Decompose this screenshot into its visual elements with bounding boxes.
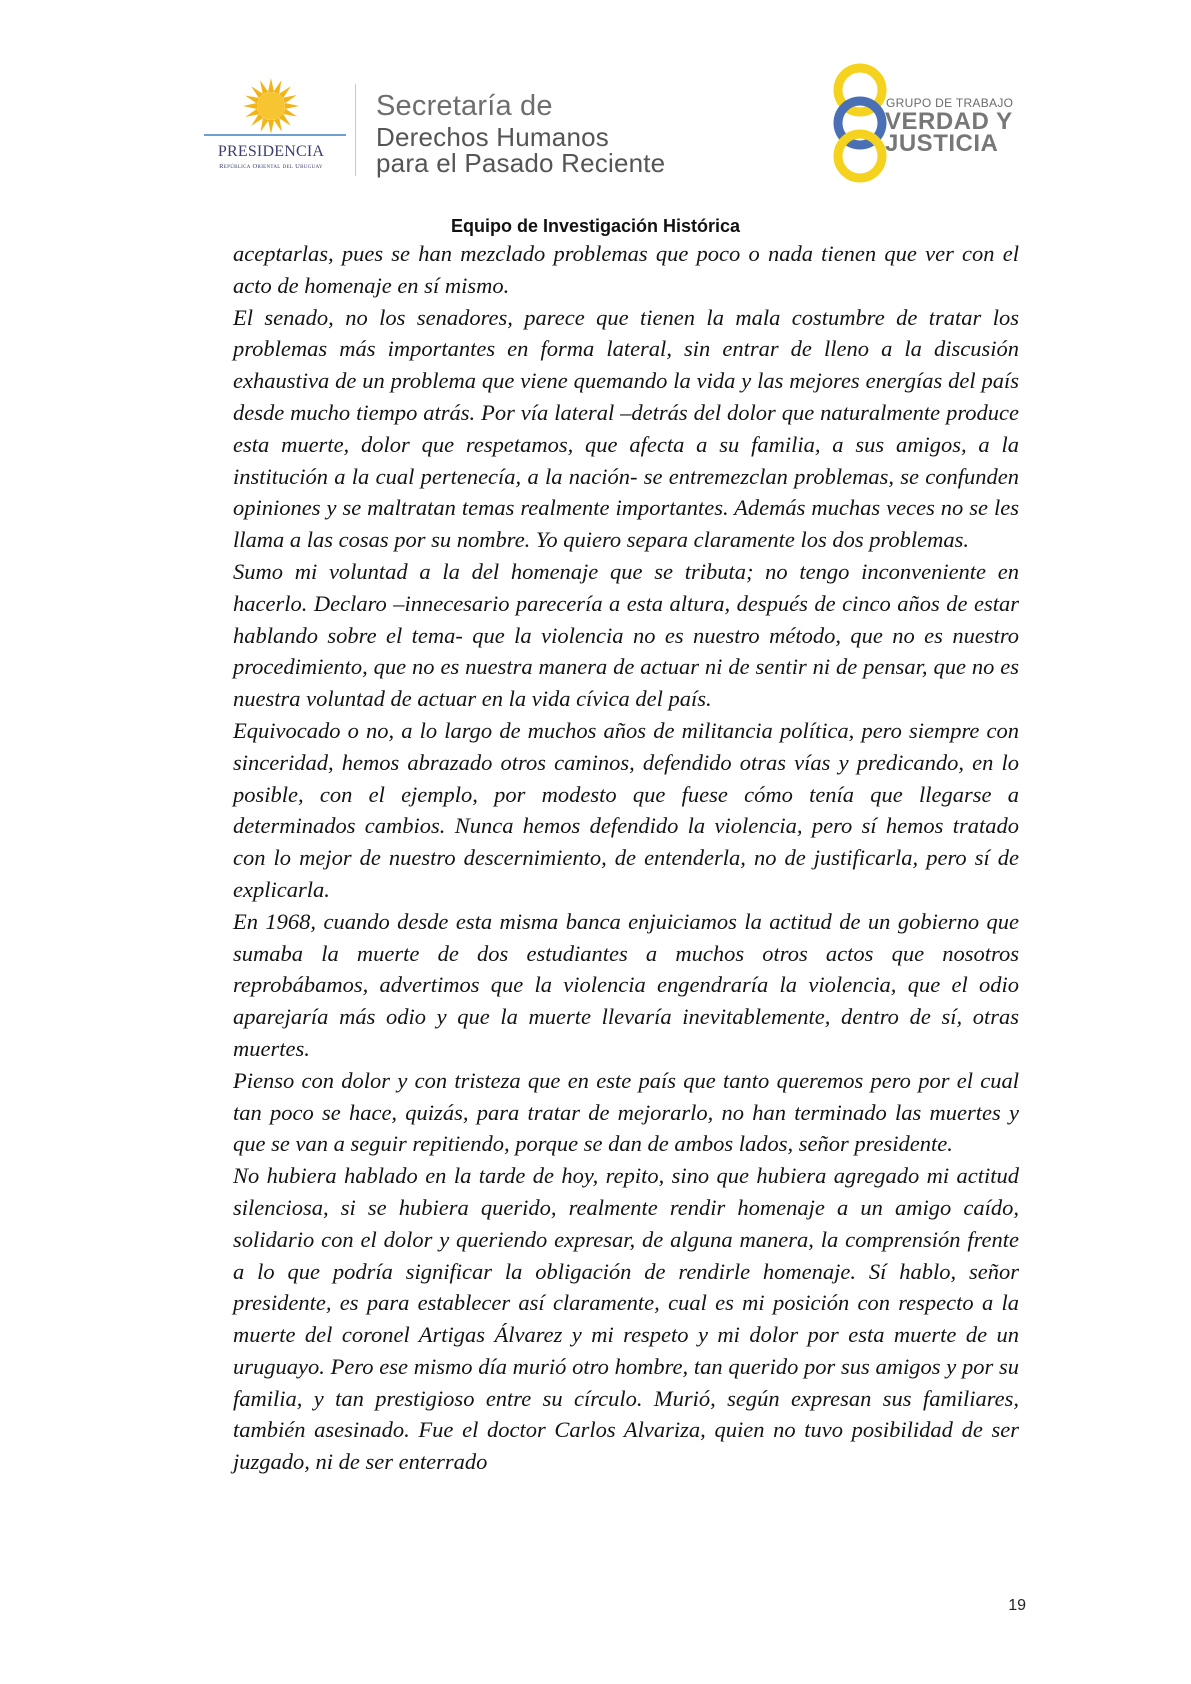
paragraph: Pienso con dolor y con tristeza que en este país que tanto queremos pero por el cual tan poco se hace, quizás, para tratar de mejorarlo, no han terminado las muertes y que se van a seguir repitiendo, porque se dan de ambos lados, señor presidente.: [233, 1067, 1019, 1157]
page-number: 19: [1008, 1597, 1026, 1614]
paragraph: Sumo mi voluntad a la del homenaje que se tributa; no tengo inconveniente en hacerlo. Declaro –innecesario parecería a esta altura, después de cinco años de estar hablando sobre el tema- que la violencia no es nuestro método, que no es nuestro procedimiento, que no es nuestra manera de actuar ni de sentir ni de pensar, que no es nuestra voluntad de actuar en la vida cívica del país.: [233, 558, 1019, 712]
secretaria-line1: Secretaría de: [376, 90, 553, 122]
presidencia-sun-logo: [196, 76, 346, 176]
paragraph: aceptarlas, pues se han mezclado problemas que poco o nada tienen que ver con el acto de homenaje en sí mismo.: [233, 241, 1019, 298]
paragraph: Equivocado o no, a lo largo de muchos años de militancia política, pero siempre con sinceridad, hemos abrazado otros caminos, defendido otras vías y predicando, en lo posible, con el ejemplo, por modesto que fuese cómo tenía que llegarse a determinados cambios. Nunca hemos defendido la violencia, pero sí hemos tratado con lo mejor de nuestro descernimiento, de entenderla, no de justificarla, pero sí de explicarla.: [233, 717, 1019, 902]
grupo-trabajo-label: GRUPO DE TRABAJO: [886, 96, 1014, 110]
secretaria-line3: para el Pasado Reciente: [376, 148, 666, 178]
paragraph: No hubiera hablado en la tarde de hoy, repito, sino que hubiera agregado mi actitud silenciosa, si se hubiera querido, realmente rendir homenaje a un amigo caído, solidario con el dolor y queriendo expresar, de alguna manera, la comprensión frente a lo que podría significar la obligación de rendirle homenaje. Sí hablo, señor presidente, es para establecer así claramente, cual es mi posición con respecto a la muerte del coronel Artigas Álvarez y mi respeto y mi dolor por esta muerte de un uruguayo. Pero ese mismo día murió otro hombre, tan querido por sus amigos y por su familia, y tan prestigioso entre su círculo. Murió, según expresan sus familiares, también asesinado. Fue el doctor Carlos Alvariza, quien no tuvo posibilidad de ser juzgado, ni de ser enterrado: [233, 1163, 1019, 1475]
presidencia-divider-line: [204, 134, 346, 136]
team-title: Equipo de Investigación Histórica: [450, 216, 741, 236]
verdad-label: VERDAD Y: [885, 108, 1013, 135]
presidencia-name: PRESIDENCIA: [217, 143, 325, 160]
presidencia-subtitle: República Oriental del Uruguay: [219, 163, 323, 170]
secretaria-line2: Derechos Humanos: [376, 122, 609, 152]
paragraph: El senado, no los senadores, parece que tienen la mala costumbre de tratar los problemas más importantes en forma lateral, sin entrar de lleno a la discusión exhaustiva de un problema que viene quemando la vida y las mejores energías del país desde mucho tiempo atrás. Por vía lateral –detrás del dolor que naturalmente produce esta muerte, dolor que respetamos, que afecta a su familia, a sus amigos, a la institución a la cual pertenecía, a la nación- se entremezclan problemas, se confunden opiniones y se maltratan temas realmente importantes. Además muchas veces no se les llama a las cosas por su nombre. Yo quiero separa claramente los dos problemas.: [233, 304, 1019, 553]
page-header: [0, 0, 1191, 220]
document-body: [233, 238, 1019, 1478]
justicia-label: JUSTICIA: [885, 130, 999, 157]
paragraph: En 1968, cuando desde esta misma banca enjuiciamos la actitud de un gobierno que sumaba la muerte de dos estudiantes a muchos otros actos que nosotros reprobábamos, advertimos que la violencia engendraría la violencia, que el odio aparejaría más odio y que la muerte llevaría inevitablemente, dentro de sí, otras muertes.: [233, 908, 1019, 1061]
header-divider: [355, 84, 356, 176]
